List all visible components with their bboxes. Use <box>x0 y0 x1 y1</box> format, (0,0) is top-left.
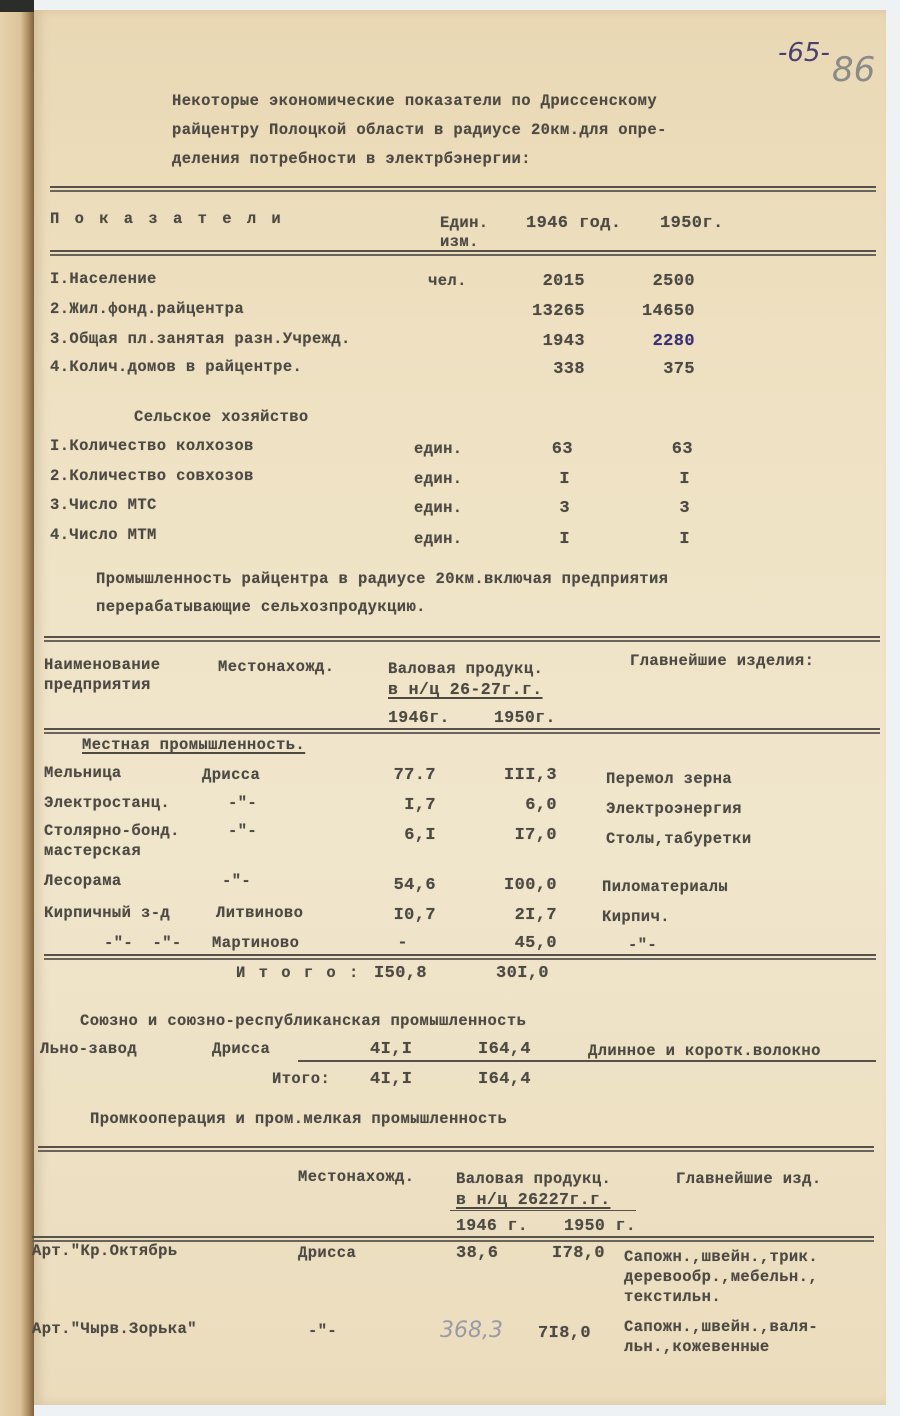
table1-row-3-label: 3.Общая пл.занятая разн.Учрежд. <box>50 330 351 348</box>
coop-row-1-location: Дрисса <box>298 1244 357 1262</box>
industry-intro-line-1: Промышленность райцентра в радиусе 20км.включая предприятия <box>96 570 669 588</box>
table1-row-2-label: 2.Жил.фонд.райцентра <box>50 300 245 318</box>
coop-header-gross-1: Валовая продукц. <box>456 1170 612 1188</box>
table1-header-rule <box>50 250 876 256</box>
table2-row-5-products: Кирпич. <box>602 908 670 926</box>
table2-row-1-1950: III,3 <box>503 766 557 785</box>
coop-header-underline <box>450 1210 636 1211</box>
agri-row-4-1946: I <box>559 530 570 549</box>
industry-intro-line-2: перерабатывающие сельхозпродукцию. <box>96 598 426 616</box>
table1-top-rule <box>50 186 876 192</box>
table2-header-1950: 1950г. <box>494 708 556 727</box>
table2-row-6-1946: - <box>397 934 408 953</box>
table2-header-gross-1: Валовая продукц. <box>388 660 544 678</box>
table2-total-1946: I50,8 <box>374 964 428 983</box>
agri-row-2-label: 2.Количество совхозов <box>50 467 254 485</box>
table2-row-3-location: -"- <box>228 822 258 840</box>
table2-row-4-location: -"- <box>222 872 252 890</box>
table1-row-2-1946: 13265 <box>531 302 585 321</box>
coop-header-location: Местонахожд. <box>298 1168 415 1186</box>
table2-row-3-1946: 6,I <box>404 826 436 845</box>
coop-row-1-name: Арт."Кр.Октябрь <box>32 1242 178 1260</box>
coop-header-gross-2: в н/ц 26227г.г. <box>456 1190 611 1209</box>
union-total-1946: 4I,I <box>370 1070 413 1089</box>
table2-total-label: И т о г о : <box>236 964 361 982</box>
agri-row-2-1946: I <box>559 470 570 489</box>
table2-row-1-name: Мельница <box>44 764 122 782</box>
table1-row-1-label: I.Население <box>50 270 157 288</box>
binding-top-edge <box>0 0 34 12</box>
table2-row-1-location: Дрисса <box>202 766 261 784</box>
union-row-underline <box>298 1060 876 1062</box>
coop-row-2-1946-handwritten: 368,3 <box>440 1318 503 1343</box>
table2-row-3-name-2: мастерская <box>44 842 142 860</box>
table1-row-1-unit: чел. <box>428 272 467 290</box>
table2-row-4-products: Пиломатериалы <box>602 878 729 896</box>
table2-row-5-1946: I0,7 <box>393 906 436 925</box>
table1-header-unit: Един. <box>440 214 489 232</box>
table2-row-3-name: Столярно-бонд. <box>44 822 180 840</box>
table1-row-1-1946: 2015 <box>542 272 585 291</box>
agri-row-1-1950: 63 <box>671 440 693 459</box>
table2-total-rule <box>44 954 876 960</box>
table2-row-6-1950: 45,0 <box>514 934 557 953</box>
table2-row-3-1950: I7,0 <box>514 826 557 845</box>
table2-row-5-1950: 2I,7 <box>514 906 557 925</box>
coop-row-1-1950: I78,0 <box>552 1244 606 1263</box>
table2-row-3-products: Столы,табуретки <box>606 830 752 848</box>
table2-row-2-name: Электростанц. <box>44 794 171 812</box>
agri-row-1-label: I.Количество колхозов <box>50 437 254 455</box>
table2-header-name-2: предприятия <box>44 676 151 694</box>
table1-row-1-1950: 2500 <box>652 272 695 291</box>
table2-row-4-1946: 54,6 <box>393 876 436 895</box>
binding-strip <box>0 0 34 1416</box>
table1-row-4-1946: 338 <box>553 360 585 379</box>
title-line-2: райцентру Полоцкой области в радиусе 20км.для опре- <box>172 121 667 139</box>
table2-row-6-name: -"- -"- <box>104 934 182 952</box>
title-line-1: Некоторые экономические показатели по Дриссенскому <box>172 92 658 110</box>
union-row-products: Длинное и коротк.волокно <box>588 1042 821 1060</box>
agri-row-3-1946: 3 <box>559 499 570 518</box>
table2-header-1946: 1946г. <box>388 708 450 727</box>
coop-header-1946: 1946 г. <box>456 1216 529 1235</box>
agri-row-4-label: 4.Число МТМ <box>50 526 157 544</box>
table2-row-1-1946: 77.7 <box>393 766 436 785</box>
table2-row-2-location: -"- <box>228 794 258 812</box>
union-total-label: Итого: <box>272 1070 331 1088</box>
table2-header-gross-2: в н/ц 26-27г.г. <box>388 680 543 699</box>
agri-row-1-1946: 63 <box>551 440 573 459</box>
table2-row-4-name: Лесорама <box>44 872 122 890</box>
coop-row-2-products-2: льн.,кожевенные <box>624 1338 770 1356</box>
table1-row-2-1950: 14650 <box>641 302 695 321</box>
coop-header-products: Главнейшие изд. <box>676 1170 822 1188</box>
table1-header-indicator: П о к а з а т е л и <box>50 210 284 228</box>
agri-heading: Сельское хозяйство <box>134 408 309 426</box>
union-row-1946: 4I,I <box>370 1040 413 1059</box>
coop-row-2-1950: 7I8,0 <box>538 1324 592 1343</box>
coop-header-1950: 1950 г. <box>564 1216 637 1235</box>
table2-header-name-1: Наименование <box>44 656 161 674</box>
table2-header-location: Местонахожд. <box>218 658 335 676</box>
table2-row-1-products: Перемол зерна <box>606 770 733 788</box>
agri-row-2-unit: един. <box>414 470 463 488</box>
table1-row-3-1946: 1943 <box>542 332 585 351</box>
table2-row-2-products: Электроэнергия <box>606 800 742 818</box>
agri-row-2-1950: I <box>679 470 690 489</box>
table2-row-6-products: -"- <box>628 936 658 954</box>
agri-row-4-unit: един. <box>414 530 463 548</box>
coop-heading: Промкооперация и пром.мелкая промышленность <box>90 1110 508 1128</box>
table1-header-unit2: изм. <box>440 233 479 251</box>
table2-top-rule <box>44 636 880 642</box>
local-industry-heading: Местная промышленность. <box>82 736 306 754</box>
coop-row-1-products-3: текстильн. <box>624 1288 722 1306</box>
coop-top-rule <box>38 1146 874 1152</box>
coop-row-1-products-2: деревообр.,мебельн., <box>624 1268 819 1286</box>
agri-row-1-unit: един. <box>414 440 463 458</box>
union-industry-heading: Союзно и союзно-республиканская промышленность <box>80 1012 527 1030</box>
table2-row-2-1946: I,7 <box>404 796 436 815</box>
union-row-name: Льно-завод <box>40 1040 138 1058</box>
table1-row-4-label: 4.Колич.домов в райцентре. <box>50 358 303 376</box>
table1-row-3-1950: 2280 <box>652 332 695 351</box>
folio-number-ink: -65- <box>778 38 830 68</box>
agri-row-3-unit: един. <box>414 499 463 517</box>
agri-row-3-label: 3.Число МТС <box>50 496 157 514</box>
table2-row-5-location: Литвиново <box>216 904 304 922</box>
table2-row-4-1950: I00,0 <box>503 876 557 895</box>
coop-row-2-name: Арт."Чырв.Зорька" <box>32 1320 197 1338</box>
folio-number-pencil: 86 <box>832 50 876 90</box>
table2-header-products: Главнейшие изделия: <box>630 652 815 670</box>
union-row-1950: I64,4 <box>478 1040 532 1059</box>
agri-row-3-1950: 3 <box>679 499 690 518</box>
coop-row-1-1946: 38,6 <box>456 1244 499 1263</box>
table2-row-6-location: Мартиново <box>212 934 300 952</box>
table2-header-rule <box>44 728 880 734</box>
union-row-location: Дрисса <box>212 1040 271 1058</box>
table1-row-4-1950: 375 <box>663 360 695 379</box>
table1-header-1946: 1946 год. <box>526 214 622 233</box>
agri-row-4-1950: I <box>679 530 690 549</box>
table2-row-5-name: Кирпичный з-д <box>44 904 171 922</box>
table1-header-1950: 1950г. <box>660 214 724 233</box>
coop-row-2-location: -"- <box>308 1322 338 1340</box>
title-line-3: деления потребности в электрбэнергии: <box>172 150 531 168</box>
union-total-1950: I64,4 <box>478 1070 532 1089</box>
coop-row-1-products-1: Сапожн.,швейн.,трик. <box>624 1248 819 1266</box>
coop-row-2-products-1: Сапожн.,швейн.,валя- <box>624 1318 819 1336</box>
table2-total-1950: 30I,0 <box>496 964 550 983</box>
table2-row-2-1950: 6,0 <box>525 796 557 815</box>
